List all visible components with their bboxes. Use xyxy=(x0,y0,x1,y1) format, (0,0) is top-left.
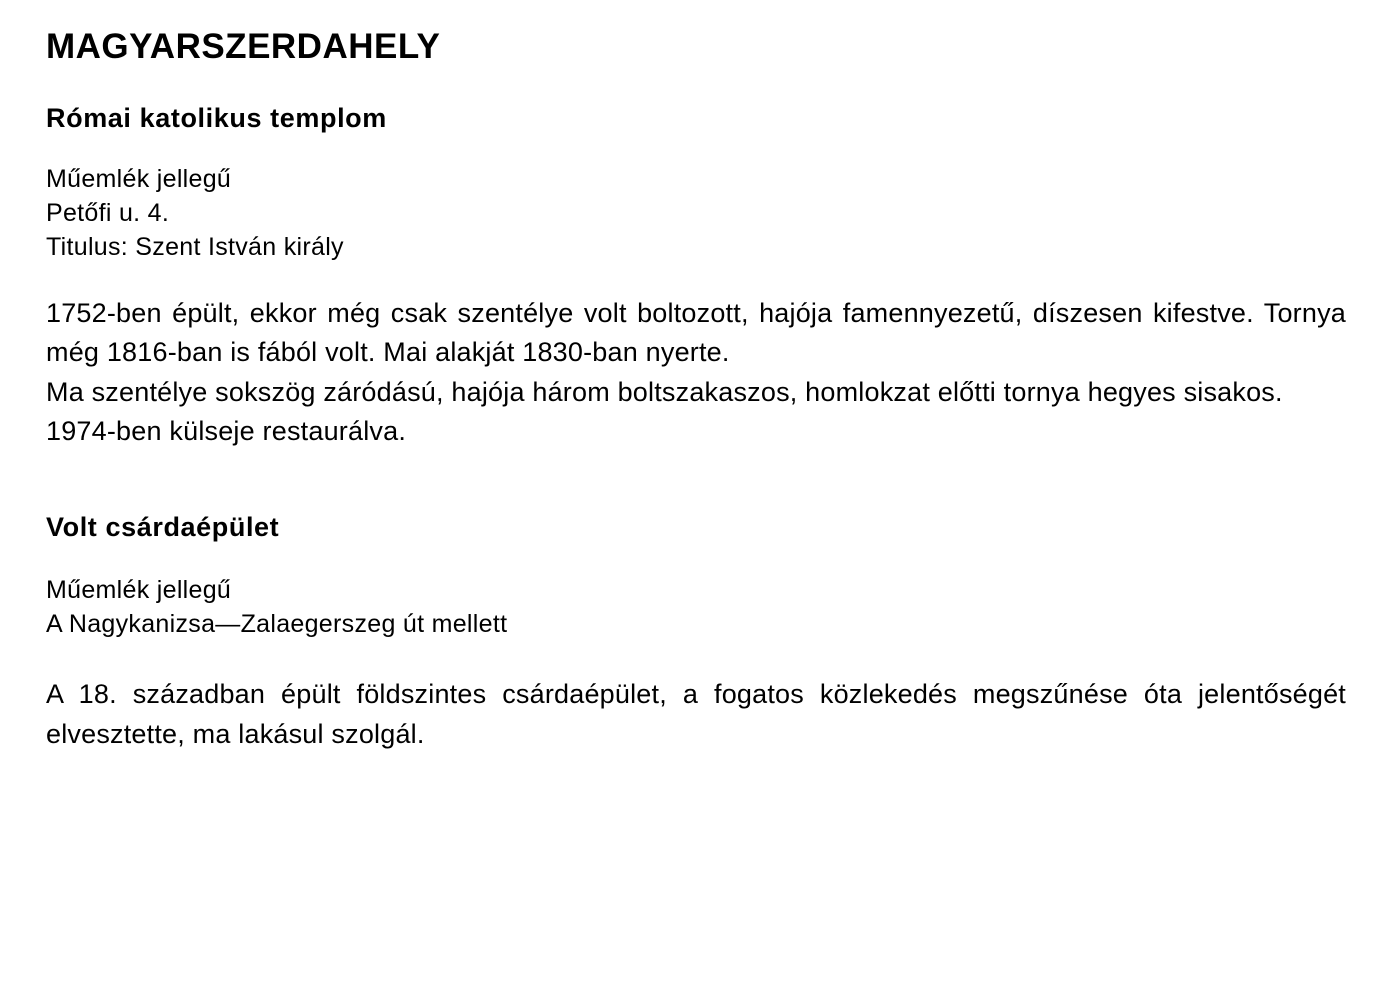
meta-line-location: A Nagykanizsa—Zalaegerszeg út mellett xyxy=(46,610,508,639)
section-heading: Volt csárdaépület xyxy=(46,512,280,543)
paragraph-description: A 18. században épült földszintes csárdaépület, a fogatos közlekedés megszűnése óta jelentőségét elvesztette, ma lakásul szolgál. xyxy=(46,679,1346,749)
meta-line-protection-status: Műemlék jellegű xyxy=(46,576,232,605)
meta-line-protection-status: Műemlék jellegű xyxy=(46,164,232,193)
section-meta xyxy=(46,162,1346,264)
paragraph-restoration: 1974-ben külseje restaurálva. xyxy=(46,415,407,446)
paragraph-description: Ma szentélye sokszög záródású, hajója három boltszakaszos, homlokzat előtti tornya hegyes sisakos. xyxy=(46,376,1283,407)
section-meta xyxy=(46,573,1346,641)
meta-line-titulus: Titulus: Szent István király xyxy=(46,232,344,261)
document-body xyxy=(46,26,1346,754)
page-title: MAGYARSZERDAHELY xyxy=(46,27,441,66)
section-former-inn-building xyxy=(46,511,1346,754)
section-heading: Római katolikus templom xyxy=(46,103,387,133)
paragraph-history: 1752-ben épült, ekkor még csak szentélye volt boltozott, hajója famennyezetű, díszesen kifestve. Tornya még 1816-ban is fából volt. Mai alakját 1830-ban nyerte. xyxy=(46,297,1346,368)
meta-line-address: Petőfi u. 4. xyxy=(46,198,170,227)
section-roman-catholic-church xyxy=(46,102,1346,451)
